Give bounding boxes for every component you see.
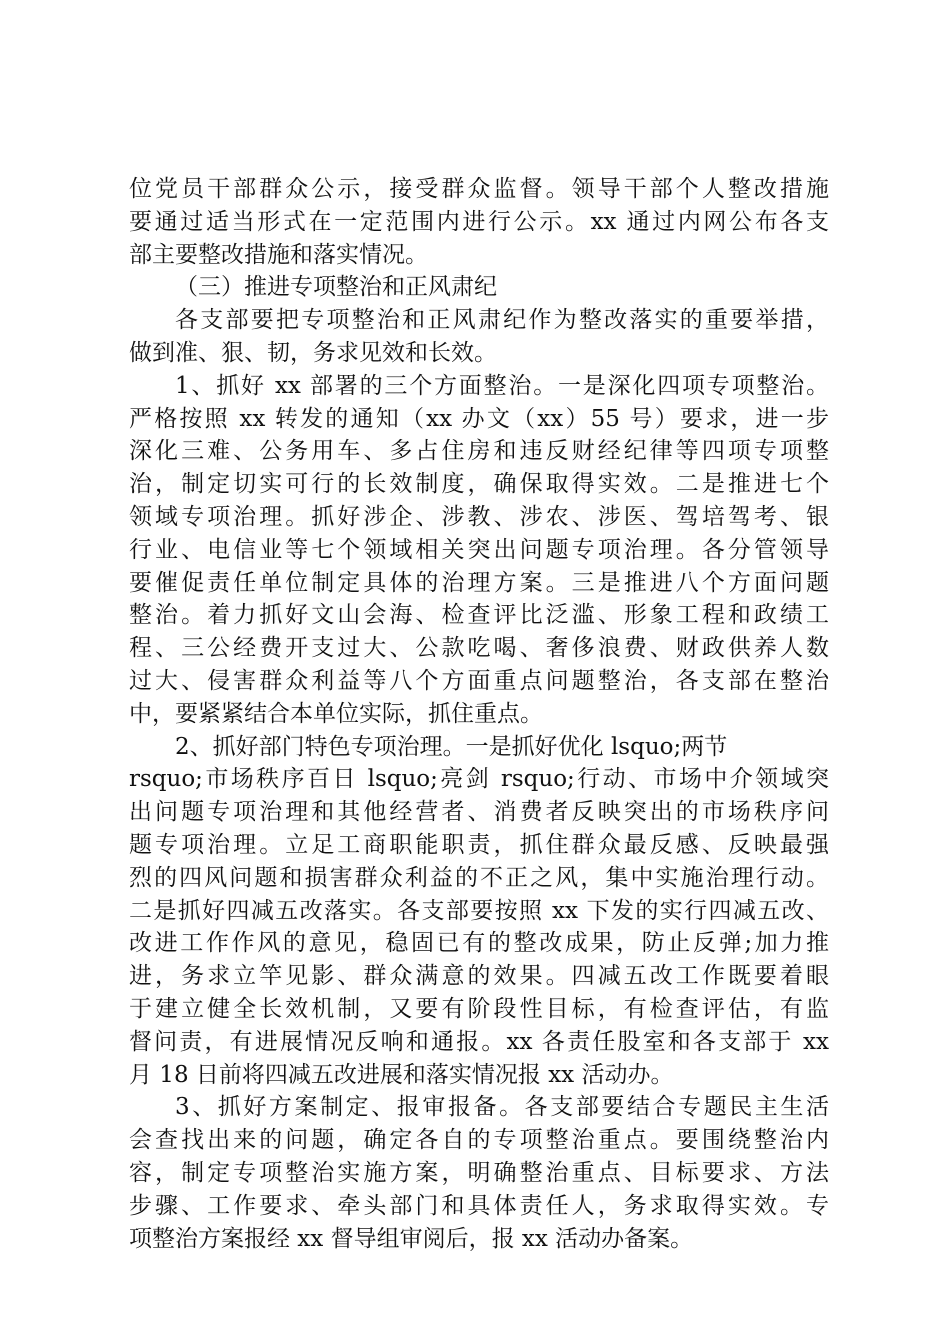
text-line: 治，制定切实可行的长效制度，确保取得实效。二是推进七个 [129,471,829,498]
text-line: rsquo;市场秩序百日 lsquo;亮剑 rsquo;行动、市场中介领域突 [129,766,829,793]
text-line: 改进工作作风的意见，稳固已有的整改成果，防止反弹;加力推 [129,930,829,957]
text-line: 题专项治理。立足工商职能职责，抓住群众最反感、反映最强 [129,831,829,858]
text-line: 领域专项治理。抓好涉企、涉教、涉农、涉医、驾培驾考、银 [129,503,829,530]
document-body [129,173,829,1255]
text-line: 烈的四风问题和损害群众利益的不正之风，集中实施治理行动。 [129,864,829,891]
text-line: 深化三难、公务用车、多占住房和违反财经纪律等四项专项整 [129,438,829,465]
text-line: 进，务求立竿见影、群众满意的效果。四减五改工作既要着眼 [129,963,829,990]
paragraph-start-line: 2、抓好部门特色专项治理。一是抓好优化 lsquo;两节 [175,733,728,760]
text-line: 部主要整改措施和落实情况。 [129,241,428,268]
text-line: 二是抓好四减五改落实。各支部要按照 xx 下发的实行四减五改、 [129,897,829,924]
paragraph-start-line: 3、抓好方案制定、报审报备。各支部要结合专题民主生活 [175,1094,829,1121]
text-line: 出问题专项治理和其他经营者、消费者反映突出的市场秩序问 [129,799,829,826]
text-line: 严格按照 xx 转发的通知（xx 办文（xx）55 号）要求，进一步 [129,405,829,432]
section-heading: （三）推进专项整治和正风肃纪 [175,274,497,301]
text-line: 行业、电信业等七个领域相关突出问题专项治理。各分管领导 [129,536,829,563]
text-line: 容，制定专项整治实施方案，明确整治重点、目标要求、方法 [129,1159,829,1186]
paragraph-start-line: 各支部要把专项整治和正风肃纪作为整改落实的重要举措， [175,307,829,334]
text-line: 程、三公经费开支过大、公款吃喝、奢侈浪费、财政供养人数 [129,635,829,662]
text-line: 整治。着力抓好文山会海、检查评比泛滥、形象工程和政绩工 [129,602,829,629]
text-line: 督问责，有进展情况反响和通报。xx 各责任股室和各支部于 xx [129,1028,829,1055]
text-line: 位党员干部群众公示，接受群众监督。领导干部个人整改措施 [129,176,829,202]
text-line: 要催促责任单位制定具体的治理方案。三是推进八个方面问题 [129,569,829,596]
text-line: 月 18 日前将四减五改进展和落实情况报 xx 活动办。 [129,1061,674,1088]
text-line: 项整治方案报经 xx 督导组审阅后，报 xx 活动办备案。 [129,1225,694,1252]
text-line: 步骤、工作要求、牵头部门和具体责任人，务求取得实效。专 [129,1192,829,1219]
paragraph-start-line: 1、抓好 xx 部署的三个方面整治。一是深化四项专项整治。 [175,372,829,399]
text-line: 会查找出来的问题，确定各自的专项整治重点。要围绕整治内 [129,1127,829,1154]
text-line: 中，要紧紧结合本单位实际，抓住重点。 [129,700,543,727]
text-line: 过大、侵害群众利益等八个方面重点问题整治，各支部在整治 [129,667,829,694]
text-line: 于建立健全长效机制，又要有阶段性目标，有检查评估，有监 [129,995,829,1022]
text-line: 要通过适当形式在一定范围内进行公示。xx 通过内网公布各支 [129,208,829,235]
text-line: 做到准、狠、韧，务求见效和长效。 [129,339,497,366]
